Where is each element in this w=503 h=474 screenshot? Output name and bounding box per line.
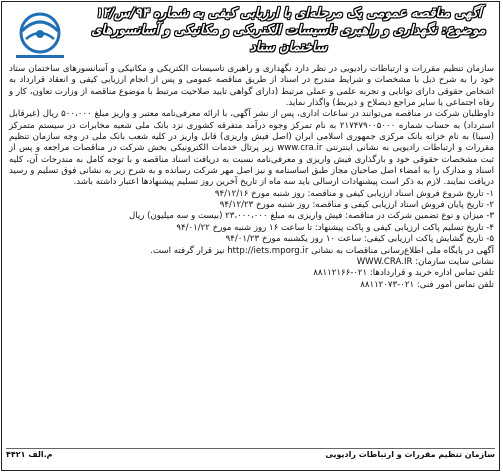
list-item: ۵- تاریخ گشایش پاکت ارزیابی کیفی: ساعت ۱۰ روز یکشنبه مورخ ۹۴/۰۱/۲۳ bbox=[225, 234, 494, 245]
list-item: ۲- تاریخ پایان فروش اسناد ارزیابی کیفی و مناقصه: روز شنبه مورخ ۹۴/۱۲/۲۳ bbox=[219, 200, 494, 211]
advertisement-footer bbox=[6, 448, 495, 466]
list-item: ۱- تاریخ شروع فروش اسناد ارزیابی کیفی و مناقصه: روز شنبه مورخ ۹۴/۱۲/۱۶ bbox=[214, 188, 494, 199]
website-line: نشانی سایت سازمان: WWW.CRA.IR bbox=[356, 256, 494, 267]
title-line-2: موضوع: نگهداری و راهبری تاسیسات الکتریکی و مکانیکی و آسانسورهای bbox=[91, 23, 486, 38]
list-item: ۴- تاریخ تسلیم پاکت ارزیابی کیفی و پاکت پیشنهاد: تا ساعت ۱۶ روز شنبه مورخ ۹۴/۰۱/۲۲ bbox=[176, 222, 494, 233]
phone-purchasing: تلفن تماس اداره خرید و قراردادها: ۰۲۱-۸۸۱۱۲۱۶۶ bbox=[313, 268, 494, 279]
footer-ad-number: م.الف ۴۴۲۱ bbox=[6, 450, 53, 459]
organization-logo-icon bbox=[6, 7, 76, 63]
list-item: آگهی در پایگاه ملی اطلاع‌رسانی مناقصات به نشانی http://iets.mporg.ir نیز قرار گرفته است. bbox=[150, 245, 494, 256]
footer-organization: سازمان تنظیم مقررات و ارتباطات رادیویی bbox=[325, 450, 495, 459]
footer-divider bbox=[6, 448, 495, 449]
list-item: ۳- میزان و نوع تضمین شرکت در مناقصه: فیش واریزی به مبلغ ۲۳،۰۰۰،۰۰۰ (بیست و سه میلیون) ریال bbox=[128, 211, 494, 222]
phone-technical: تلفن تماس امور فنی: ۰۲۱-۸۸۱۱۲۰۷۳ bbox=[360, 279, 494, 290]
advertisement-header bbox=[4, 3, 497, 63]
title-line-1: آگهی مناقصه عمومی یک مرحله‌ای با ارزیابی کیفی به شماره ۹۴/س/۱۲ bbox=[95, 6, 482, 21]
main-paragraph: داوطلبان شرکت در مناقصه می‌توانند در ساعات اداری، پس از نشر آگهی، با ارائه معرفی‌نامه معتبر و واریز مبلغ ۵۰۰،۰۰۰ ریال (غیرقابل استرداد) به حساب شماره ۲۱۷۴۷۹۰۰۵۰۰۰ به نام تمرکز وجوه درآمد متفرقه کشوری نزد بانک ملی شعبه مخابرات در سیستم متمرکز (سیبا) به نام خزانه بانک مرکزی جمهوری اسلامی ایران (اصل فیش واریزی) قابل واریز در کلیه شعب بانک ملی در وجه سازمان تنظیم مقررات و ارتباطات رادیویی به نشانی اینترنتی www.cra.ir زیر پرتال خدمات الکترونیکی بخش شرکت در مناقصات مراجعه و پس از ثبت مشخصات حقوقی خود و بارگذاری فیش واریزی و معرفی‌نامه نسبت به دریافت اسناد مناقصه و با توجه کامل به مندرجات آن، کلیه اسناد و مدارک را به امضاء اصل صاحبان مجاز طبق اساسنامه و نیز اصل مهر شرکت رسانده و به شرح زیر به نشانی فوق تسلیم و رسید دریافت نمایند. لازم به ذکر است پیشنهادات ارسالی باید سه ماه از تاریخ آخرین روز تسلیم پیشنهادها اعتبار داشته باشد. bbox=[9, 109, 494, 188]
intro-paragraph: سازمان تنظیم مقررات و ارتباطات رادیویی در نظر دارد نگهداری و راهبری تاسیسات الکتریکی و مکانیکی و آسانسورهای ساختمان ستاد خود را به شرح ذیل با مشخصات و شرایط مندرج در اسناد از طریق مناقصه عمومی و پس از انجام ارزیابی کیفی و انعقاد قرارداد به اشخاص حقوقی دارای توانایی و تجربه علمی و عملی مرتبط (دارای گواهی تایید صلاحیت مرتبط با موضوع مناقصه از وزارت تعاون، کار و رفاه اجتماعی یا سایر مراجع ذیصلاح و ذیربط) واگذار نماید. bbox=[9, 64, 494, 109]
advertisement-body bbox=[9, 64, 494, 291]
title-line-3: ساختمان ستاد bbox=[250, 40, 327, 55]
title-block bbox=[86, 5, 491, 56]
